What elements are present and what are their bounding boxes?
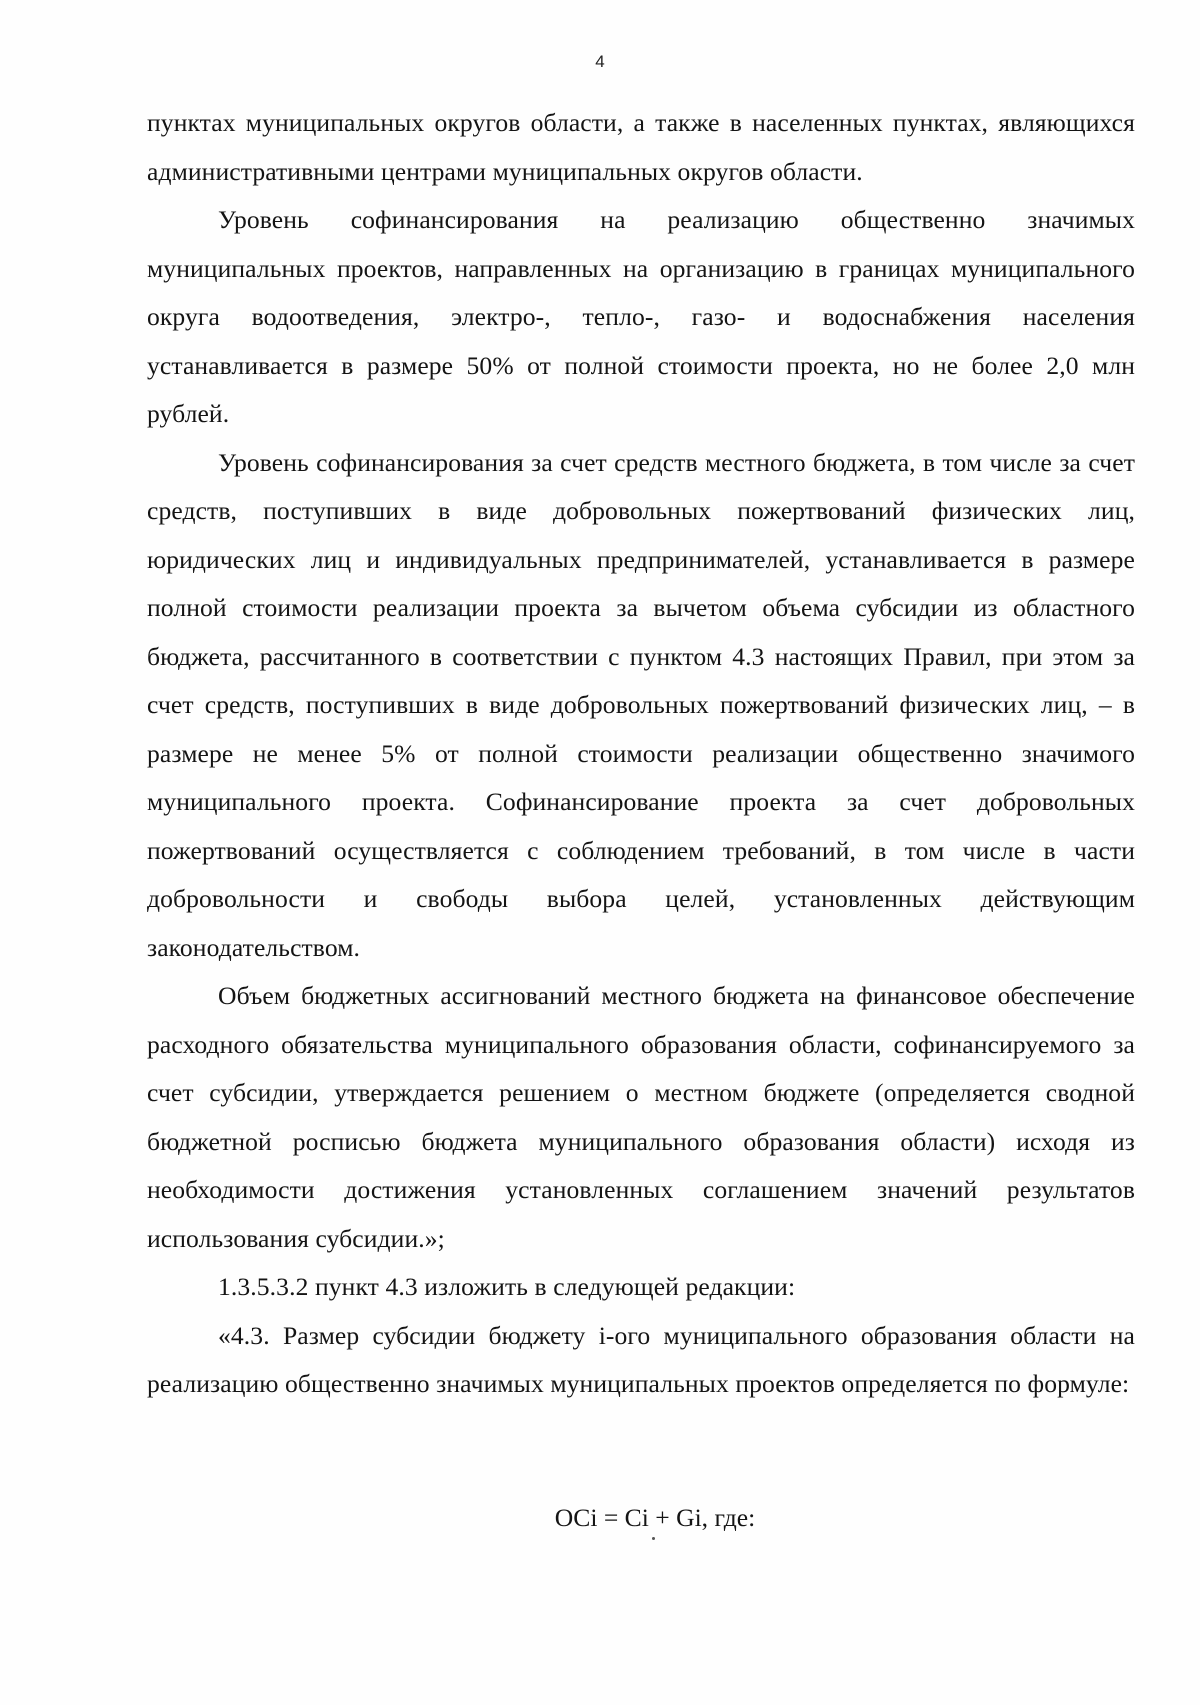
paragraph-amendment-clause: 1.3.5.3.2 пункт 4.3 изложить в следующей редакции: <box>218 1272 796 1301</box>
paragraph-continuation: пунктах муниципальных округов области, а также в населенных пунктах, являющихся административными центрами муниципальных округов области. <box>147 108 1135 186</box>
paragraph-local-budget-cofinancing: Уровень софинансирования за счет средств местного бюджета, в том числе за счет средств, поступивших в виде добровольных пожертвований физических лиц, юридических лиц и индивидуальных предпринимателей, устанавливается в размере полной стоимости реализации проекта за вычетом объема субсидии из областного бюджета, рассчитанного в соответствии с пунктом 4.3 настоящих Правил, при этом за счет средств, поступивших в виде добровольных пожертвований физических лиц, – в размере не менее 5% от полной стоимости реализации общественно значимого муниципального проекта. Софинансирование проекта за счет добровольных пожертвований осуществляется с соблюдением требований, в том числе в части добровольности и свободы выбора целей, установленных действующим законодательством. <box>147 447 1135 962</box>
page-number: 4 <box>595 52 605 71</box>
paragraph-cofinancing-level: Уровень софинансирования на реализацию общественно значимых муниципальных проектов, направленных на организацию в границах муниципального округа водоотведения, электро-, тепло-, газо- и водоснабжения населения устанавливается в размере 50% от полной стоимости проекта, но не более 2,0 млн рублей. <box>147 205 1135 428</box>
scan-speck <box>652 1537 655 1540</box>
paragraph-subsidy-size: «4.3. Размер субсидии бюджету i-ого муниципального образования области на реализацию общественно значимых муниципальных проектов определяется по формуле: <box>147 1320 1135 1398</box>
document-body <box>147 99 1135 1409</box>
subsidy-formula: OCi = Ci + Gi, где: <box>554 1503 756 1532</box>
paragraph-budget-allocations: Объем бюджетных ассигнований местного бюджета на финансовое обеспечение расходного обязательства муниципального образования области, софинансируемого за счет субсидии, утверждается решением о местном бюджете (определяется сводной бюджетной росписью бюджета муниципального образования области) исходя из необходимости достижения установленных соглашением значений результатов использования субсидии.»; <box>147 981 1135 1253</box>
